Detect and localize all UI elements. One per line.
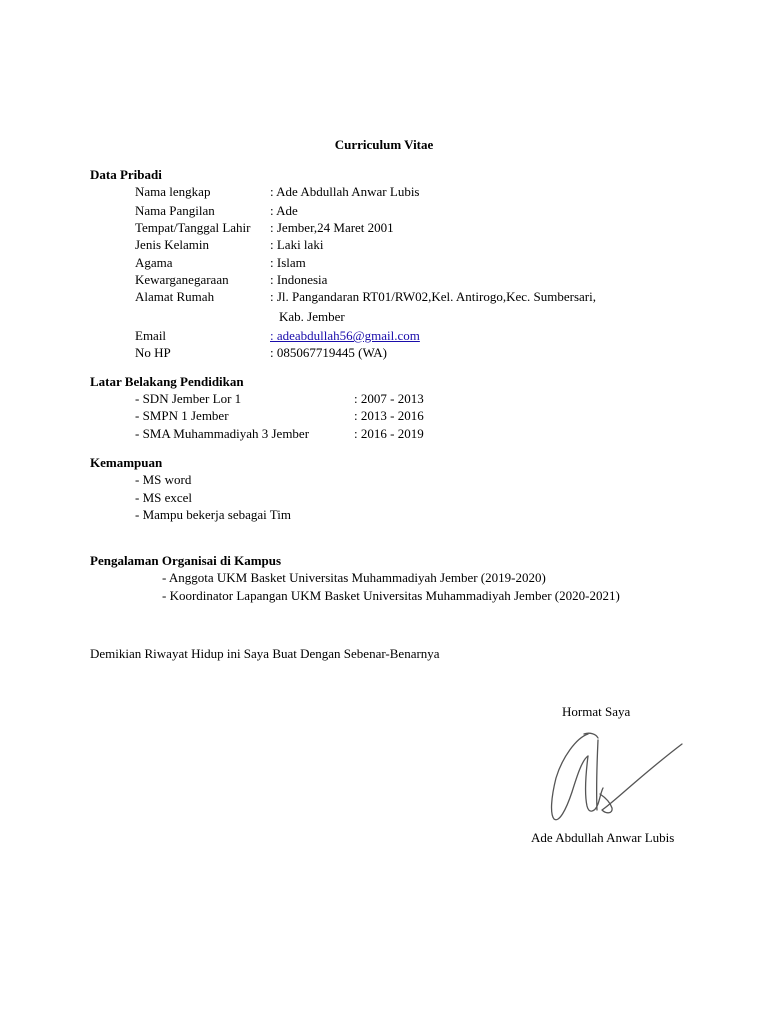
signature-name: Ade Abdullah Anwar Lubis (531, 830, 675, 845)
personal-label-phone: No HP (135, 345, 171, 360)
education-years: : 2013 - 2016 (354, 408, 424, 423)
personal-value-address-line2: Kab. Jember (279, 309, 345, 324)
closing-statement: Demikian Riwayat Hidup ini Saya Buat Dengan Sebenar-Benarnya (90, 646, 440, 661)
personal-label-address: Alamat Rumah (135, 289, 215, 304)
section-heading-education: Latar Belakang Pendidikan (90, 374, 244, 389)
personal-label-citizenship: Kewarganegaraan (135, 272, 229, 287)
section-heading-organization: Pengalaman Organisai di Kampus (90, 553, 282, 568)
skill-item: - MS excel (135, 490, 193, 505)
education-school: - SDN Jember Lor 1 (135, 391, 242, 406)
personal-label-gender: Jenis Kelamin (135, 237, 210, 252)
personal-label-birth: Tempat/Tanggal Lahir (135, 220, 251, 235)
personal-value-birth: : Jember,24 Maret 2001 (270, 220, 394, 235)
skill-item: - Mampu bekerja sebagai Tim (135, 507, 291, 522)
handwritten-signature (540, 722, 690, 832)
signature-salutation: Hormat Saya (562, 704, 631, 719)
education-school: - SMA Muhammadiyah 3 Jember (135, 426, 310, 441)
personal-value-full-name: : Ade Abdullah Anwar Lubis (270, 184, 420, 199)
personal-label-religion: Agama (135, 255, 173, 270)
document-title: Curriculum Vitae (334, 137, 434, 152)
organization-item: - Koordinator Lapangan UKM Basket Universitas Muhammadiyah Jember (2020-2021) (162, 588, 620, 603)
education-years: : 2016 - 2019 (354, 426, 424, 441)
personal-value-gender: : Laki laki (270, 237, 324, 252)
personal-label-nickname: Nama Pangilan (135, 203, 215, 218)
education-years: : 2007 - 2013 (354, 391, 424, 406)
personal-value-phone: : 085067719445 (WA) (270, 345, 387, 360)
section-heading-skills: Kemampuan (90, 455, 163, 470)
personal-value-address: : Jl. Pangandaran RT01/RW02,Kel. Antirogo,Kec. Sumbersari, (270, 289, 596, 304)
personal-value-nickname: : Ade (270, 203, 298, 218)
personal-value-religion: : Islam (270, 255, 306, 270)
section-heading-personal: Data Pribadi (90, 167, 162, 182)
personal-value-citizenship: : Indonesia (270, 272, 328, 287)
email-link[interactable]: : adeabdullah56@gmail.com (270, 328, 420, 343)
education-school: - SMPN 1 Jember (135, 408, 229, 423)
personal-label-email: Email (135, 328, 167, 343)
personal-label-full-name: Nama lengkap (135, 184, 211, 199)
skill-item: - MS word (135, 472, 192, 487)
organization-item: - Anggota UKM Basket Universitas Muhammadiyah Jember (2019-2020) (162, 570, 546, 585)
